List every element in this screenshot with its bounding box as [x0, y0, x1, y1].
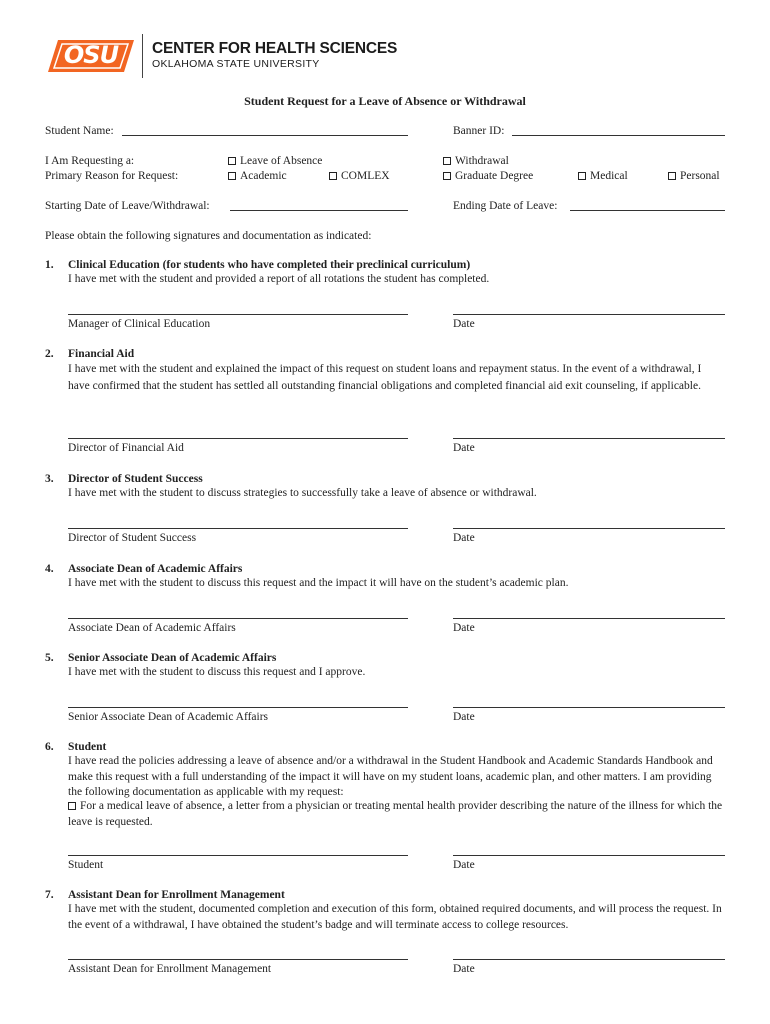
medical-documentation-option[interactable]: For a medical leave of absence, a letter from a physician or treating mental health provider describing the nature of the illness for which the leave is requested.: [68, 800, 723, 828]
signature-line[interactable]: [68, 707, 408, 708]
option-personal[interactable]: Personal: [668, 169, 720, 183]
signature-line[interactable]: [68, 314, 408, 315]
logo-divider: [142, 34, 143, 78]
checkbox-icon: [228, 157, 236, 165]
date-line[interactable]: [453, 618, 725, 619]
option-medical[interactable]: Medical: [578, 169, 628, 183]
option-academic[interactable]: Academic: [228, 169, 287, 183]
signer-label: Senior Associate Dean of Academic Affairs: [68, 711, 269, 723]
date-line[interactable]: [453, 707, 725, 708]
checkbox-icon: [443, 172, 451, 180]
instructions: Please obtain the following signatures and documentation as indicated:: [45, 230, 372, 242]
org-title: CENTER FOR HEALTH SCIENCES: [152, 40, 398, 57]
banner-id-label: Banner ID:: [453, 125, 505, 137]
date-line[interactable]: [453, 959, 725, 960]
checkbox-icon: [228, 172, 236, 180]
date-line[interactable]: [453, 438, 725, 439]
student-name-field[interactable]: [122, 135, 408, 136]
date-line[interactable]: [453, 528, 725, 529]
checkbox-icon: [68, 802, 76, 810]
section-number: 1.: [45, 259, 54, 271]
date-label: Date: [453, 532, 475, 544]
section-body: I have met with the student and explained the impact of this request on student loans and repayment status. In the event of a withdrawal, I have confirmed that the student has settled all outstanding financial obligations and completed financial aid exit counseling, if applicable.: [68, 363, 702, 392]
date-label: Date: [453, 963, 475, 975]
section-number: 3.: [45, 473, 54, 485]
checkbox-icon: [443, 157, 451, 165]
section-title: Financial Aid: [68, 348, 135, 360]
section-number: 5.: [45, 652, 54, 664]
signer-label: Assistant Dean for Enrollment Management: [68, 963, 272, 975]
section-title: Clinical Education (for students who have completed their preclinical curriculum): [68, 259, 471, 271]
end-date-field[interactable]: [570, 210, 725, 211]
signature-line[interactable]: [68, 438, 408, 439]
section-body: I have met with the student to discuss this request and I approve.: [68, 666, 366, 678]
section-title: Student: [68, 741, 107, 753]
option-withdrawal[interactable]: Withdrawal: [443, 154, 509, 168]
start-date-label: Starting Date of Leave/Withdrawal:: [45, 200, 210, 212]
signature-line[interactable]: [68, 528, 408, 529]
date-label: Date: [453, 318, 475, 330]
section-body: I have met with the student to discuss this request and the impact it will have on the student’s academic plan.: [68, 577, 569, 589]
student-name-label: Student Name:: [45, 125, 114, 137]
logo-text: OSU: [63, 41, 119, 69]
start-date-field[interactable]: [230, 210, 408, 211]
signer-label: Director of Student Success: [68, 532, 197, 544]
date-line[interactable]: [453, 314, 725, 315]
date-label: Date: [453, 859, 475, 871]
option-comlex[interactable]: COMLEX: [329, 169, 390, 183]
signature-line[interactable]: [68, 855, 408, 856]
section-body: I have met with the student, documented completion and execution of this form, obtained required documents, and will process the request. In the event of a withdrawal, I have obtained the student’s badge and will terminate access to college resources.: [68, 903, 722, 931]
option-leave[interactable]: Leave of Absence: [228, 154, 322, 168]
section-number: 6.: [45, 741, 54, 753]
signer-label: Student: [68, 859, 104, 871]
requesting-label: I Am Requesting a:: [45, 155, 135, 167]
date-label: Date: [453, 711, 475, 723]
section-title: Senior Associate Dean of Academic Affairs: [68, 652, 277, 664]
section-title: Director of Student Success: [68, 473, 203, 485]
date-line[interactable]: [453, 855, 725, 856]
signer-label: Manager of Clinical Education: [68, 318, 211, 330]
osu-logo: [48, 36, 134, 76]
checkbox-icon: [578, 172, 586, 180]
section-title: Associate Dean of Academic Affairs: [68, 563, 243, 575]
signature-line[interactable]: [68, 959, 408, 960]
banner-id-field[interactable]: [512, 135, 725, 136]
primary-reason-label: Primary Reason for Request:: [45, 170, 179, 182]
end-date-label: Ending Date of Leave:: [453, 200, 558, 212]
section-body: I have met with the student and provided a report of all rotations the student has completed.: [68, 273, 490, 285]
signer-label: Director of Financial Aid: [68, 442, 184, 454]
signer-label: Associate Dean of Academic Affairs: [68, 622, 236, 634]
section-number: 4.: [45, 563, 54, 575]
form-title: Student Request for a Leave of Absence or Withdrawal: [244, 94, 526, 108]
checkbox-icon: [668, 172, 676, 180]
section-number: 2.: [45, 348, 54, 360]
signature-line[interactable]: [68, 618, 408, 619]
option-graduate-degree[interactable]: Graduate Degree: [443, 169, 533, 183]
date-label: Date: [453, 442, 475, 454]
date-label: Date: [453, 622, 475, 634]
section-number: 7.: [45, 889, 54, 901]
section-body: I have met with the student to discuss strategies to successfully take a leave of absence or withdrawal.: [68, 487, 537, 499]
section-title: Assistant Dean for Enrollment Management: [68, 889, 285, 901]
section-body: I have read the policies addressing a leave of absence and/or a withdrawal in the Student Handbook and Academic Standards Handbook and make this request with a full understanding of the impact it will have on my student loans, academic plan, and other matters. I am providing the following documentation as applicable with my request:: [68, 755, 713, 798]
checkbox-icon: [329, 172, 337, 180]
org-subtitle: OKLAHOMA STATE UNIVERSITY: [152, 58, 320, 70]
